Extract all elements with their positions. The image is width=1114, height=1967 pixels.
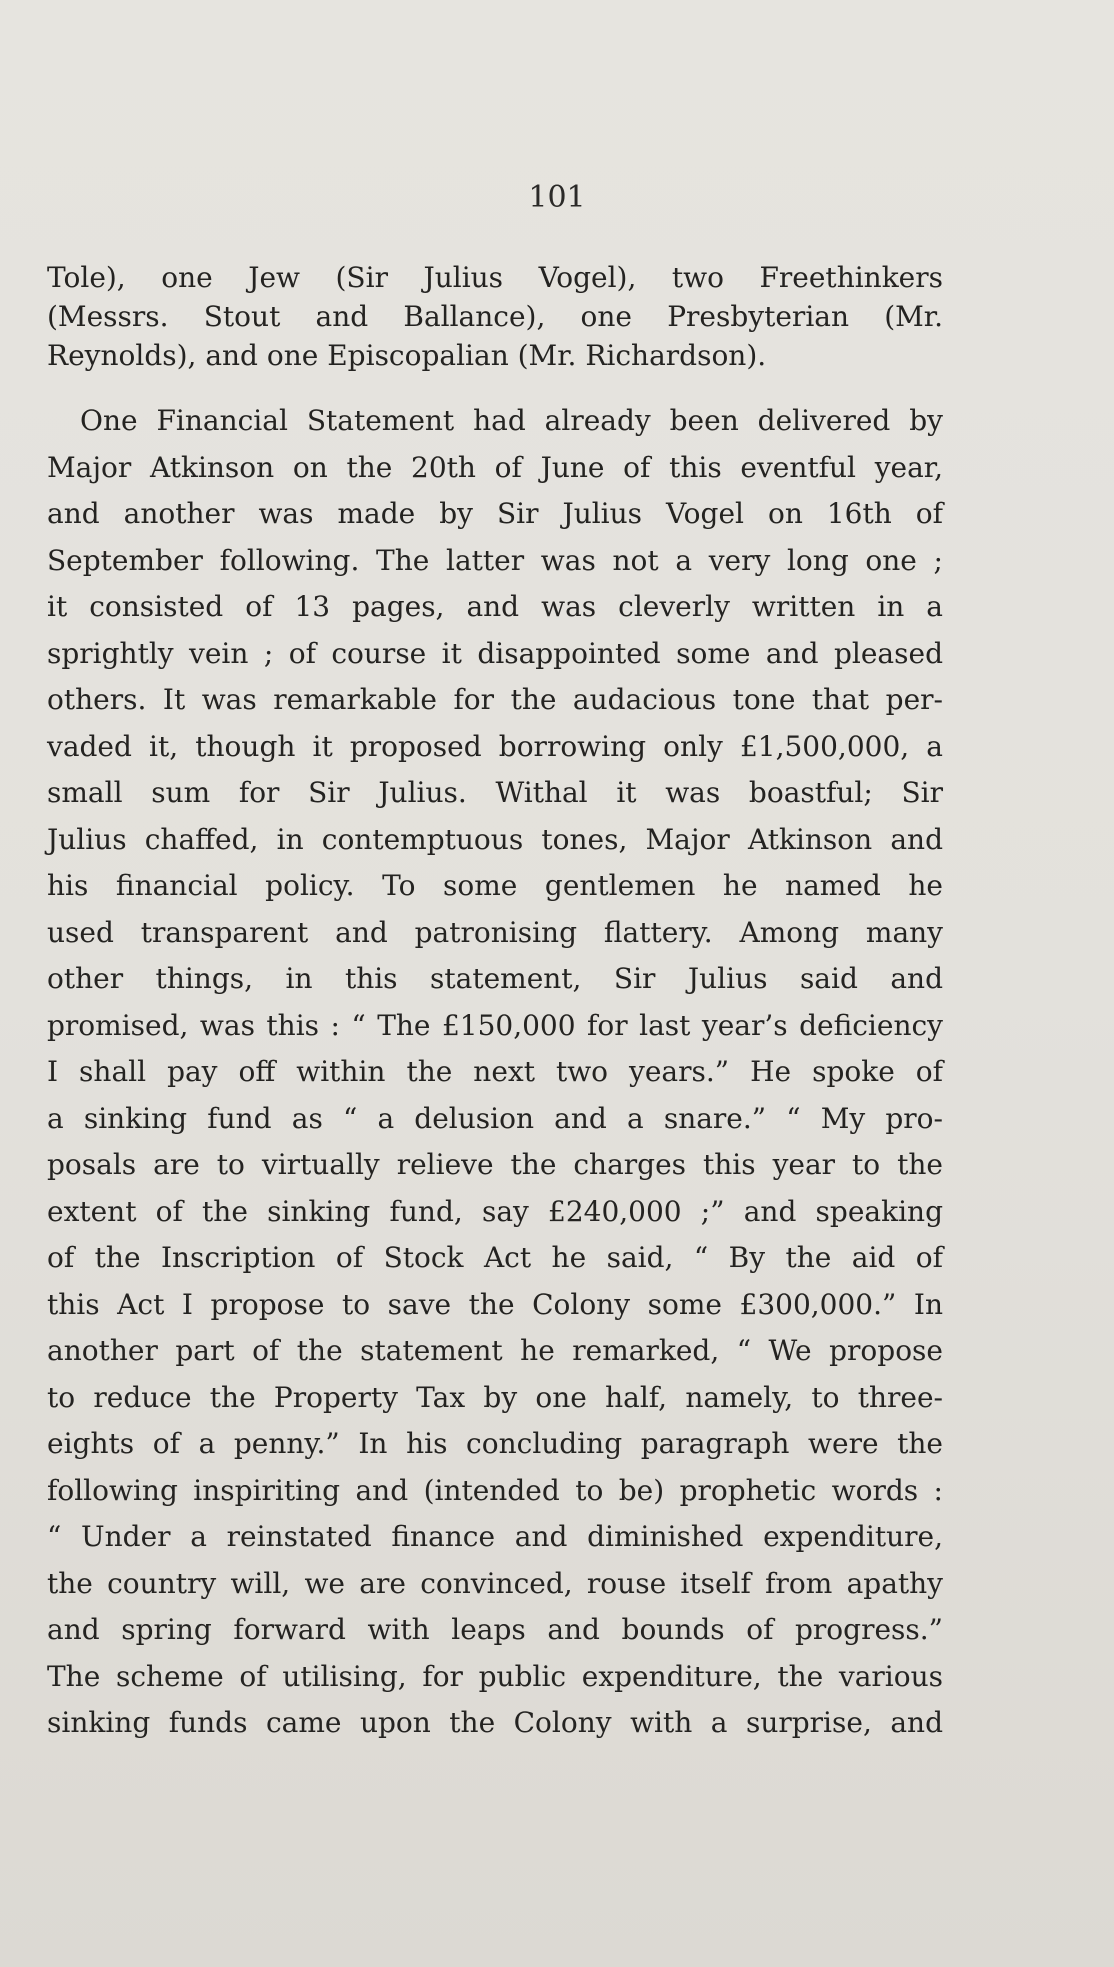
text-line: Major Atkinson on the 20th of June of this eventful year, (47, 450, 943, 484)
text-line: posals are to virtually relieve the charges this year to the (47, 1148, 943, 1181)
text-line: eights of a penny.” In his concluding paragraph were the (47, 1427, 943, 1460)
text-line: I shall pay off within the next two years.” He spoke of (47, 1055, 943, 1088)
text-line: others. It was remarkable for the audacious tone that per- (47, 683, 943, 716)
text-line: The scheme of utilising, for public expenditure, the various (47, 1659, 943, 1693)
text-line: sinking funds came upon the Colony with a surprise, and (47, 1706, 943, 1739)
text-line: the country will, we are convinced, rouse itself from apathy (47, 1566, 943, 1600)
text-line: sprightly vein ; of course it disappointed some and pleased (47, 636, 943, 670)
text-line: September following. The latter was not a very long one ; (47, 543, 943, 577)
text-line: Reynolds), and one Episcopalian (Mr. Richardson). (47, 339, 767, 372)
text-line: used transparent and patronising flattery. Among many (47, 915, 943, 949)
paragraph-continuation (47, 258, 943, 375)
text-line: a sinking fund as “ a delusion and a snare.” “ My pro- (47, 1101, 943, 1135)
text-line: One Financial Statement had already been delivered by (80, 404, 943, 437)
text-line: of the Inscription of Stock Act he said, “ By the aid of (47, 1241, 943, 1274)
text-line: and another was made by Sir Julius Vogel on 16th of (47, 497, 943, 530)
text-line: Julius chaffed, in contemptuous tones, Major Atkinson and (47, 822, 943, 856)
text-line: Tole), one Jew (Sir Julius Vogel), two Freethinkers (47, 261, 943, 294)
text-line: his financial policy. To some gentlemen he named he (47, 869, 943, 902)
text-line: another part of the statement he remarked, “ We propose (47, 1334, 943, 1367)
text-line: promised, was this : “ The £150,000 for last year’s deficiency (47, 1008, 943, 1042)
text-line: and spring forward with leaps and bounds of progress.” (47, 1613, 943, 1646)
page-number: 101 (528, 180, 586, 215)
text-line: small sum for Sir Julius. Withal it was boastful; Sir (47, 776, 943, 809)
paragraph-financial-statement (47, 398, 943, 1747)
text-line: other things, in this statement, Sir Julius said and (47, 962, 943, 995)
text-line: extent of the sinking fund, say £240,000 ;” and speaking (47, 1194, 943, 1228)
text-line: it consisted of 13 pages, and was cleverly written in a (47, 590, 943, 623)
text-line: following inspiriting and (intended to be) prophetic words : (47, 1473, 943, 1507)
text-line: to reduce the Property Tax by one half, namely, to three- (47, 1380, 943, 1414)
text-line: (Messrs. Stout and Ballance), one Presbyterian (Mr. (47, 300, 943, 333)
text-line: vaded it, though it proposed borrowing only £1,500,000, a (47, 729, 943, 763)
text-line: this Act I propose to save the Colony some £300,000.” In (47, 1287, 943, 1321)
text-line: “ Under a reinstated finance and diminished expenditure, (47, 1520, 943, 1553)
